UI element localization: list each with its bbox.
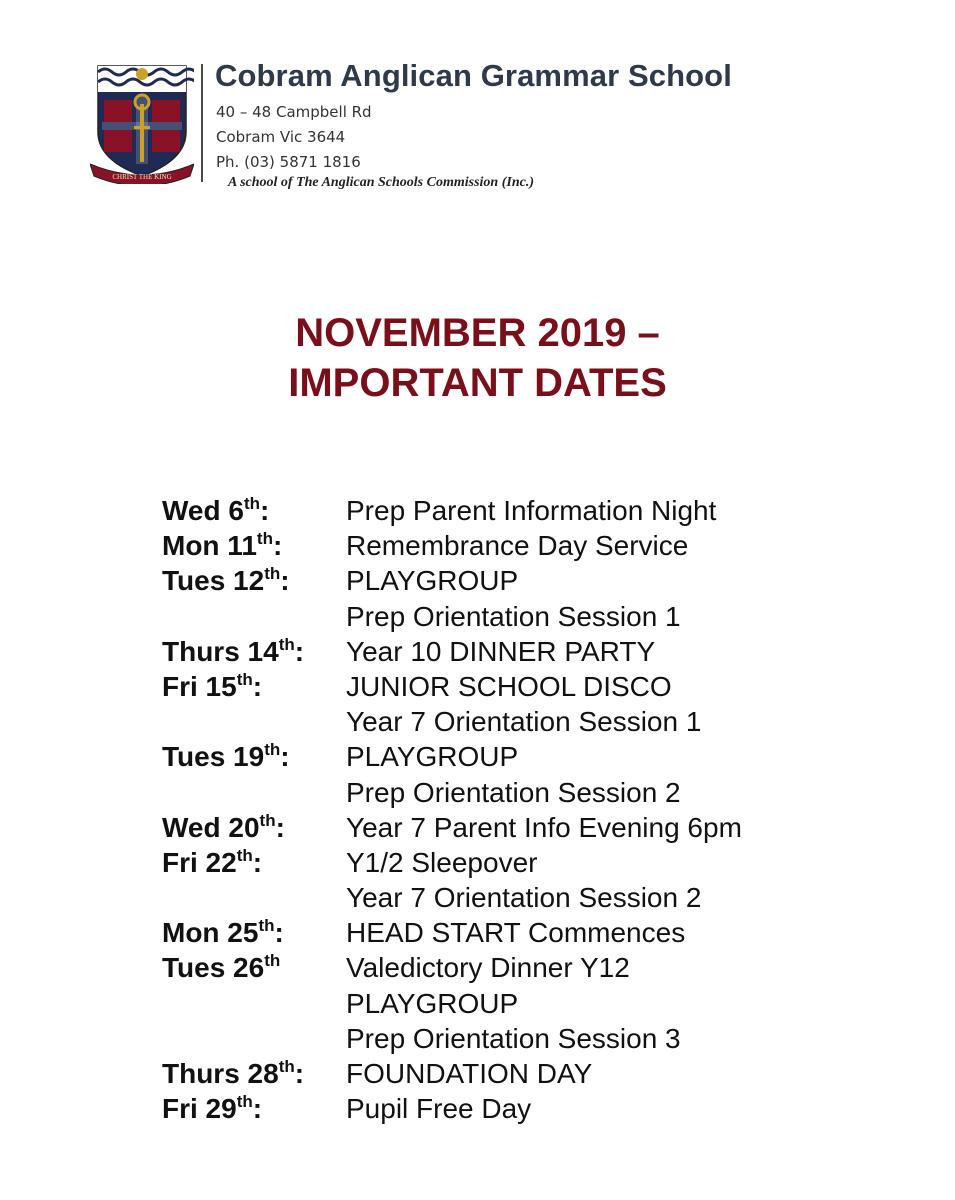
date-row bbox=[162, 1056, 862, 1091]
date-event: Pupil Free Day bbox=[346, 1093, 532, 1125]
date-day-label bbox=[162, 563, 290, 602]
date-event: Prep Orientation Session 1 bbox=[346, 600, 681, 632]
date-event: JUNIOR SCHOOL DISCO bbox=[346, 670, 672, 702]
date-event: PLAYGROUP bbox=[346, 987, 519, 1019]
date-row bbox=[162, 880, 862, 915]
date-day-label bbox=[162, 1091, 262, 1130]
date-day-label bbox=[162, 1056, 304, 1095]
date-day-label bbox=[162, 493, 269, 532]
date-colon: : bbox=[252, 1093, 263, 1125]
date-colon: : bbox=[252, 670, 263, 702]
date-event: FOUNDATION DAY bbox=[346, 1058, 593, 1089]
school-name: Cobram Anglican Grammar School bbox=[215, 58, 732, 93]
date-day-label bbox=[162, 915, 284, 954]
date-event: Year 7 Orientation Session 1 bbox=[346, 706, 702, 738]
date-event: Remembrance Day Service bbox=[346, 530, 689, 562]
date-event: Valedictory Dinner Y12 bbox=[346, 952, 630, 984]
date-day-text: Fri 29 bbox=[162, 1093, 237, 1125]
svg-text:CHRIST THE KING: CHRIST THE KING bbox=[112, 173, 172, 181]
phone-number: Ph. (03) 5871 1816 bbox=[216, 153, 361, 171]
date-colon: : bbox=[275, 811, 285, 843]
date-day-label bbox=[162, 810, 285, 849]
date-ordinal-suffix: th bbox=[258, 916, 275, 936]
date-day-label bbox=[162, 634, 304, 673]
date-day-text: Mon 25 bbox=[162, 917, 259, 949]
date-day-label bbox=[162, 739, 290, 778]
date-colon: : bbox=[274, 917, 284, 949]
date-colon: : bbox=[280, 741, 290, 773]
date-colon: : bbox=[272, 530, 283, 562]
date-ordinal-suffix: th bbox=[259, 810, 276, 830]
address-street: 40 – 48 Campbell Rd bbox=[216, 103, 372, 121]
date-day-label bbox=[162, 950, 280, 989]
date-day-text: Wed 20 bbox=[162, 811, 260, 843]
date-event: HEAD START Commences bbox=[346, 917, 686, 949]
date-row bbox=[162, 810, 862, 845]
date-ordinal-suffix: th bbox=[236, 1092, 253, 1112]
date-day-label bbox=[162, 528, 282, 567]
date-day-text: Mon 11 bbox=[162, 530, 257, 562]
date-event: Prep Orientation Session 2 bbox=[346, 776, 681, 808]
date-ordinal-suffix: th bbox=[278, 1057, 295, 1076]
date-event: Year 7 Orientation Session 2 bbox=[346, 882, 702, 914]
letterhead-divider bbox=[201, 64, 203, 182]
date-colon: : bbox=[294, 1058, 305, 1089]
date-row bbox=[162, 775, 862, 810]
date-colon: : bbox=[280, 565, 290, 597]
date-row bbox=[162, 493, 862, 528]
date-row bbox=[162, 563, 862, 598]
date-row bbox=[162, 1021, 862, 1056]
date-ordinal-suffix: th bbox=[264, 740, 281, 760]
date-day-label bbox=[162, 669, 262, 708]
date-row bbox=[162, 1091, 862, 1126]
address-town: Cobram Vic 3644 bbox=[216, 128, 346, 146]
date-row bbox=[162, 915, 862, 950]
date-colon: : bbox=[294, 635, 305, 667]
date-day-text: Tues 26 bbox=[162, 952, 265, 984]
date-ordinal-suffix: th bbox=[236, 845, 253, 865]
date-day-text: Thurs 28 bbox=[162, 1058, 279, 1089]
date-row bbox=[162, 599, 862, 634]
date-event: Prep Parent Information Night bbox=[346, 495, 717, 526]
date-ordinal-suffix: th bbox=[256, 529, 273, 549]
title-line-1: NOVEMBER 2019 – bbox=[295, 311, 660, 355]
important-dates-list bbox=[162, 493, 862, 1126]
date-row bbox=[162, 528, 862, 563]
letterhead bbox=[90, 56, 810, 196]
title-line-2: IMPORTANT DATES bbox=[288, 361, 667, 405]
date-row bbox=[162, 950, 862, 985]
date-colon: : bbox=[252, 846, 263, 878]
date-row bbox=[162, 739, 862, 774]
date-colon: : bbox=[260, 495, 270, 526]
date-day-text: Fri 15 bbox=[162, 670, 237, 702]
date-event: PLAYGROUP bbox=[346, 741, 519, 773]
date-event: PLAYGROUP bbox=[346, 565, 519, 597]
date-row bbox=[162, 845, 862, 880]
date-ordinal-suffix: th bbox=[236, 669, 253, 689]
date-row bbox=[162, 986, 862, 1021]
date-day-text: Tues 12 bbox=[162, 565, 265, 597]
commission-tagline: A school of The Anglican Schools Commission (Inc.) bbox=[228, 175, 534, 190]
date-day-text: Fri 22 bbox=[162, 846, 237, 878]
date-ordinal-suffix: th bbox=[243, 494, 260, 513]
page-title bbox=[0, 308, 955, 408]
date-day-text: Wed 6 bbox=[162, 495, 244, 526]
date-event: Year 10 DINNER PARTY bbox=[346, 635, 656, 667]
date-row bbox=[162, 669, 862, 704]
school-crest-logo bbox=[90, 60, 194, 184]
date-event: Prep Orientation Session 3 bbox=[346, 1022, 681, 1054]
date-row bbox=[162, 634, 862, 669]
date-ordinal-suffix: th bbox=[264, 564, 281, 584]
date-row bbox=[162, 704, 862, 739]
date-event: Y1/2 Sleepover bbox=[346, 846, 538, 878]
date-event: Year 7 Parent Info Evening 6pm bbox=[346, 811, 742, 843]
date-day-text: Thurs 14 bbox=[162, 635, 279, 667]
date-day-text: Tues 19 bbox=[162, 741, 265, 773]
date-ordinal-suffix: th bbox=[264, 951, 281, 971]
date-ordinal-suffix: th bbox=[278, 634, 295, 654]
date-day-label bbox=[162, 845, 262, 884]
